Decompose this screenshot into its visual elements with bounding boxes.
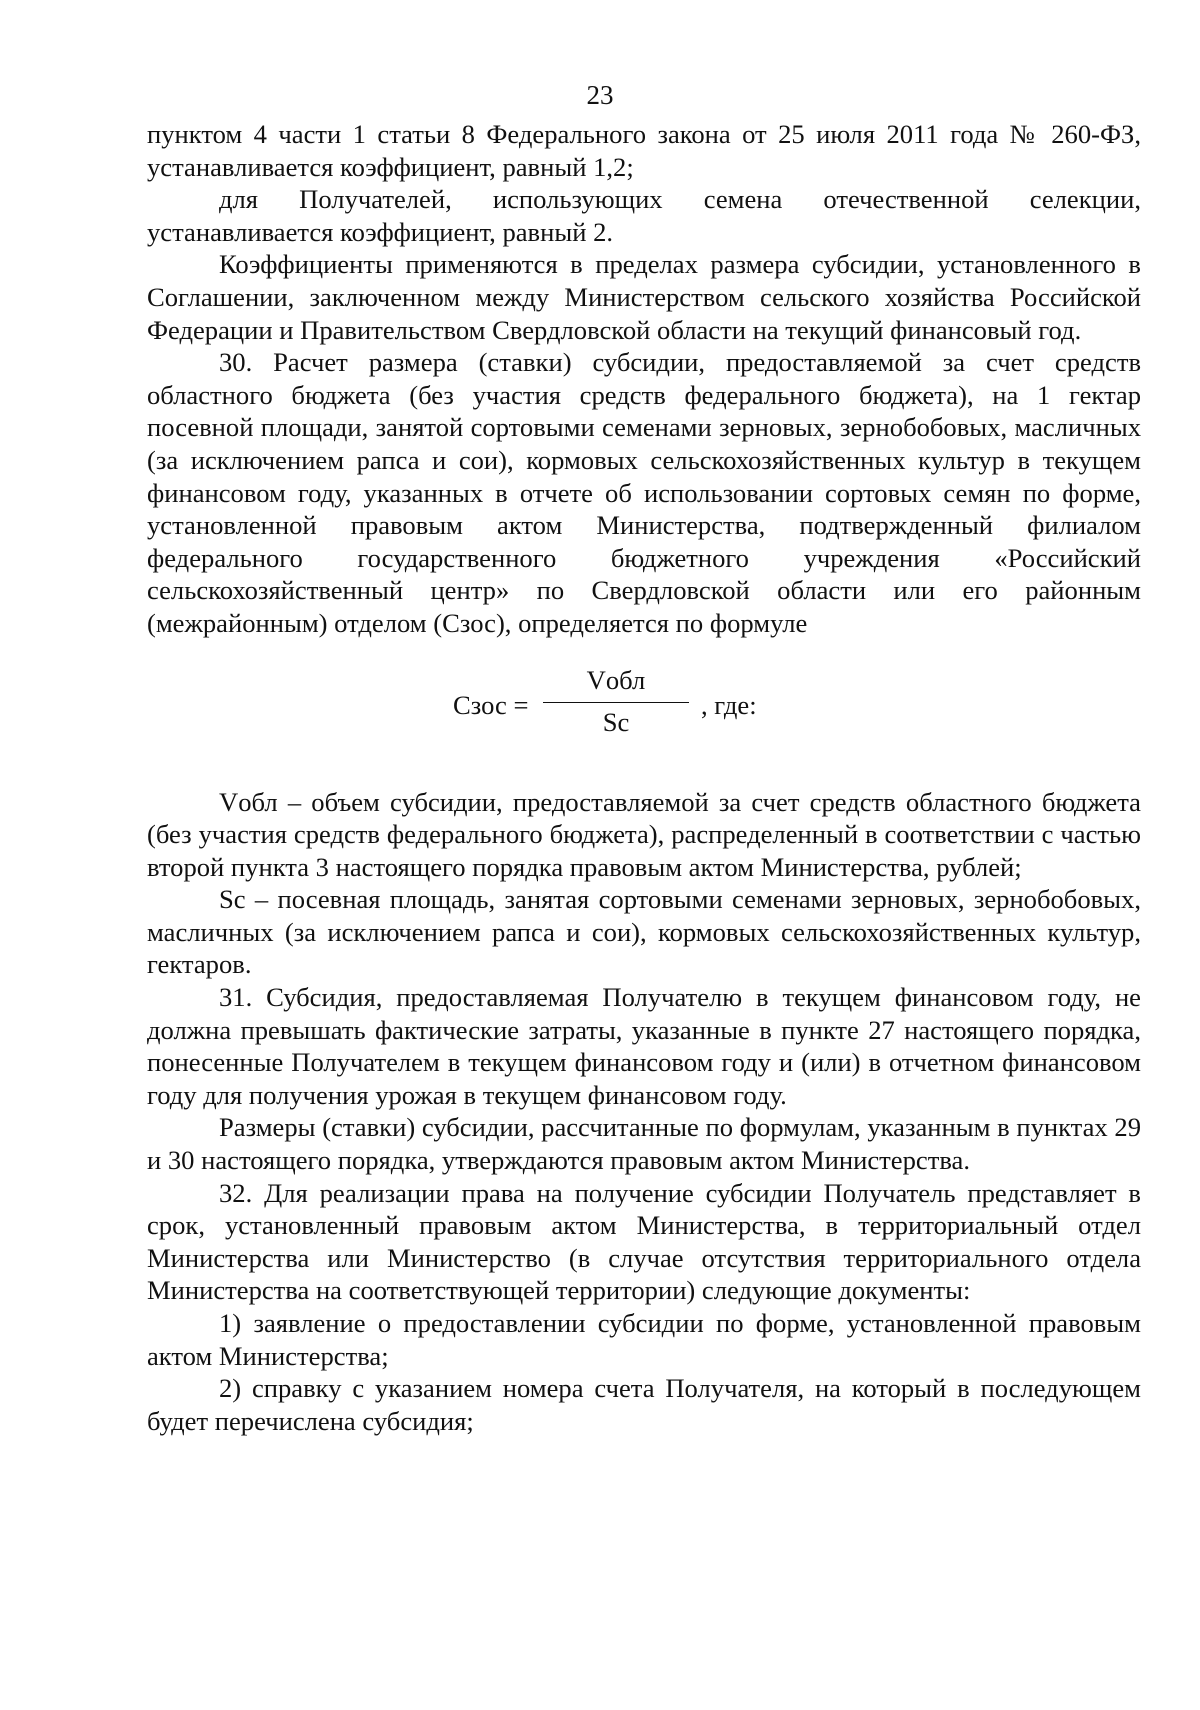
paragraph-continuation: пунктом 4 части 1 статьи 8 Федерального закона от 25 июля 2011 года № 260-ФЗ, устанавливается коэффициент, равный 1,2; [147, 119, 1141, 182]
paragraph-rates-approval: Размеры (ставки) субсидии, рассчитанные по формулам, указанным в пунктах 29 и 30 настоящего порядка, утверждаются правовым актом Министерства. [147, 1112, 1141, 1176]
formula-fraction-bar [543, 702, 689, 703]
paragraph-item-30: 30. Расчет размера (ставки) субсидии, предоставляемой за счет средств областного бюджета (без участия средств федерального бюджета), на 1 гектар посевной площади, занятой сортовыми семенами зерновых, зернобобовых, масличных (за исключением рапса и сои), кормовых сельскохозяйственных культур в текущем финансовом году, указанных в отчете об использовании сортовых семян по форме, установленной правовым актом Министерства, подтвержденный филиалом федерального государственного бюджетного учреждения «Российский сельскохозяйственный центр» по Свердловской области или его районным (межрайонным) отделом (Сзос), определяется по формуле [147, 347, 1141, 638]
document-body [147, 118, 1141, 1437]
formula-denominator: Sc [602, 706, 630, 737]
paragraph-sc-definition: Sc – посевная площадь, занятая сортовыми семенами зерновых, зернобобовых, масличных (за исключением рапса и сои), кормовых сельскохозяйственных культур, гектаров. [147, 884, 1141, 980]
formula-suffix: , где: [701, 689, 757, 720]
paragraph-item-32: 32. Для реализации права на получение субсидии Получатель представляет в срок, установленный правовым актом Министерства, в территориальный отдел Министерства или Министерство (в случае отсутствия территориального отдела Министерства на соответствующей территории) следующие документы: [147, 1177, 1141, 1306]
list-item-application: 1) заявление о предоставлении субсидии по форме, установленной правовым актом Министерства; [147, 1308, 1141, 1371]
formula-lhs: Сзос = [453, 689, 529, 720]
paragraph-vobl-definition: Vобл – объем субсидии, предоставляемой за счет средств областного бюджета (без участия средств федерального бюджета), распределенный в соответствии с частью второй пункта 3 настоящего порядка правовым актом Министерства, рублей; [147, 786, 1141, 882]
paragraph-item-31: 31. Субсидия, предоставляемая Получателю в текущем финансовом году, не должна превышать фактические затраты, указанные в пункте 27 настоящего порядка, понесенные Получателем в текущем финансовом году и (или) в отчетном финансовом году для получения урожая в текущем финансовом году. [147, 982, 1141, 1110]
formula-numerator: Vобл [586, 664, 646, 695]
paragraph-coefficients-limit: Коэффициенты применяются в пределах размера субсидии, установленного в Соглашении, заключенном между Министерством сельского хозяйства Российской Федерации и Правительством Свердловской области на текущий финансовый год. [147, 249, 1141, 345]
page-number: 23 [586, 80, 614, 110]
formula-szos [147, 664, 1141, 738]
list-item-account-certificate: 2) справку с указанием номера счета Получателя, на который в последующем будет перечислена субсидия; [147, 1373, 1141, 1436]
paragraph-domestic-seeds-coefficient: для Получателей, использующих семена отечественной селекции, устанавливается коэффициент, равный 2. [147, 184, 1141, 247]
